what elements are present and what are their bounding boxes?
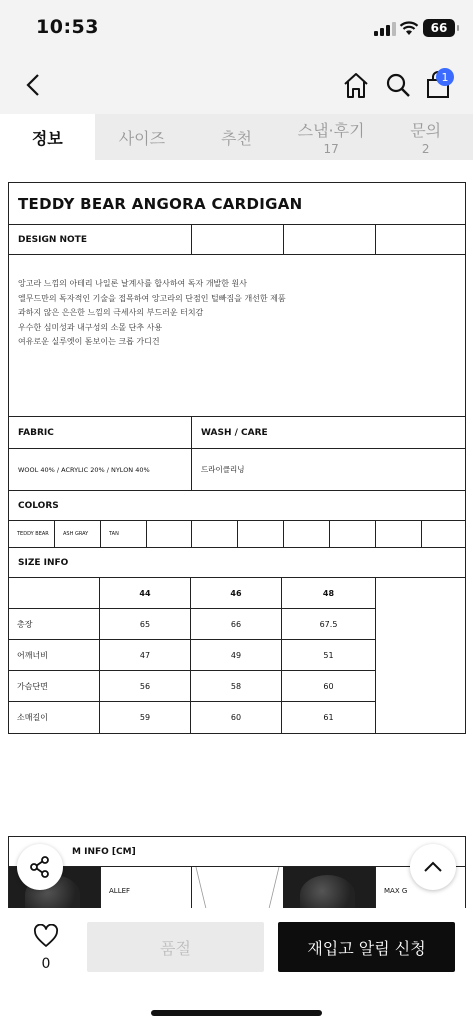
measurement-value: 60: [191, 702, 282, 733]
model-name: MAX G: [384, 887, 408, 895]
fabric-value: WOOL 40% / ACRYLIC 20% / NYLON 40%: [18, 465, 150, 474]
chevron-up-icon: [423, 860, 443, 874]
design-note-line: 엘무드만의 독자적인 기술을 접목하여 앙고라의 단점인 털빠짐을 개선한 제품: [18, 293, 286, 303]
like-count: 0: [41, 956, 51, 972]
size-info-header: [9, 548, 465, 578]
design-note-line: 앙고라 느낌의 아테리 나일론 날계사를 합사하여 독자 개발한 원사: [18, 279, 247, 288]
home-icon[interactable]: [342, 70, 370, 100]
colors-list: [9, 521, 465, 548]
color-option: TAN: [109, 531, 119, 537]
tab-label: 정보: [31, 128, 63, 148]
color-option: TEDDY BEAR: [17, 531, 49, 537]
model-info-sheet: [8, 836, 466, 916]
table-row: [9, 671, 375, 702]
measurement-value: 58: [191, 671, 282, 701]
design-note-label: DESIGN NOTE: [18, 234, 87, 245]
model-info-label: M INFO [CM]: [72, 846, 136, 857]
color-option: ASH GRAY: [63, 531, 89, 537]
tab-snap-review[interactable]: [284, 114, 379, 160]
tab-recommend[interactable]: [189, 114, 284, 160]
table-row: [9, 702, 375, 733]
tab-label: 스냅·후기: [297, 121, 365, 140]
measurement-value: 47: [100, 640, 191, 670]
tab-info[interactable]: [0, 114, 95, 160]
measurement-value: 59: [100, 702, 191, 733]
heart-icon: [33, 924, 59, 948]
model-name: ALLEF: [109, 887, 131, 895]
tab-label: 추천: [221, 128, 252, 148]
measurement-value: 65: [100, 609, 191, 639]
search-icon[interactable]: [384, 70, 412, 100]
product-tabs: [0, 114, 473, 160]
design-note-line: 과하지 않은 은은한 느낌의 극세사의 부드러운 터치감: [18, 308, 204, 317]
measurement-value: 49: [191, 640, 282, 670]
table-row: [9, 609, 375, 640]
measurement-value: 51: [323, 650, 334, 660]
size-column-46: 46: [191, 578, 282, 608]
table-row: [9, 640, 375, 671]
back-arrow-icon[interactable]: [22, 72, 46, 98]
cellular-signal-icon: [374, 22, 396, 36]
design-note-text: [9, 255, 465, 417]
product-info-sheet: [8, 182, 466, 734]
soldout-button[interactable]: 품절: [87, 922, 264, 972]
tab-size[interactable]: [95, 114, 190, 160]
colors-label: COLORS: [18, 500, 59, 511]
measurement-name: 총장: [9, 609, 100, 639]
share-icon: [29, 856, 51, 878]
design-note-header: [9, 225, 465, 255]
measurement-value: 67.5: [319, 619, 338, 629]
nav-bar: [0, 56, 473, 114]
size-header-row: [9, 578, 375, 609]
share-button[interactable]: [17, 844, 63, 890]
size-info-label: SIZE INFO: [18, 557, 69, 568]
status-bar: [0, 0, 473, 56]
product-title: TEDDY BEAR ANGORA CARDIGAN: [9, 183, 465, 225]
wash-care-value: 드라이클리닝: [201, 465, 245, 474]
wifi-icon: [399, 20, 419, 36]
measurement-name: 어깨너비: [9, 640, 100, 670]
measurement-name: 소매길이: [9, 702, 100, 733]
tab-count: 17: [323, 142, 339, 156]
size-table: [9, 578, 465, 733]
measurement-value: 60: [323, 681, 334, 691]
tab-inquiry[interactable]: [378, 114, 473, 160]
design-note-line: 우수한 심미성과 내구성의 소몰 단추 사용: [18, 322, 163, 332]
home-indicator: [151, 1010, 322, 1016]
fabric-header: [9, 417, 465, 449]
tab-count: 2: [421, 142, 430, 156]
fabric-label: FABRIC: [18, 427, 54, 438]
design-note-line: 여유로운 실루엣이 돋보이는 크롭 가디건: [18, 337, 160, 346]
measurement-value: 61: [323, 713, 334, 722]
fabric-values: [9, 449, 465, 491]
tab-label: 사이즈: [118, 128, 166, 148]
size-column-48: 48: [322, 588, 335, 598]
measurement-name: 가슴단면: [9, 671, 100, 701]
size-column-44: 44: [100, 578, 191, 608]
measurement-value: 66: [191, 609, 282, 639]
restock-alert-button[interactable]: 재입고 알림 신청: [278, 922, 455, 972]
battery-icon: 66: [423, 19, 455, 37]
scroll-to-top-button[interactable]: [410, 844, 456, 890]
cart-count-badge: 1: [436, 68, 454, 86]
bottom-action-bar: [0, 908, 473, 1024]
measurement-value: 56: [100, 671, 191, 701]
status-time: 10:53: [36, 16, 99, 38]
like-button[interactable]: [30, 924, 62, 972]
wash-care-label: WASH / CARE: [201, 427, 268, 438]
colors-header: [9, 491, 465, 521]
tab-label: 문의: [410, 121, 442, 140]
